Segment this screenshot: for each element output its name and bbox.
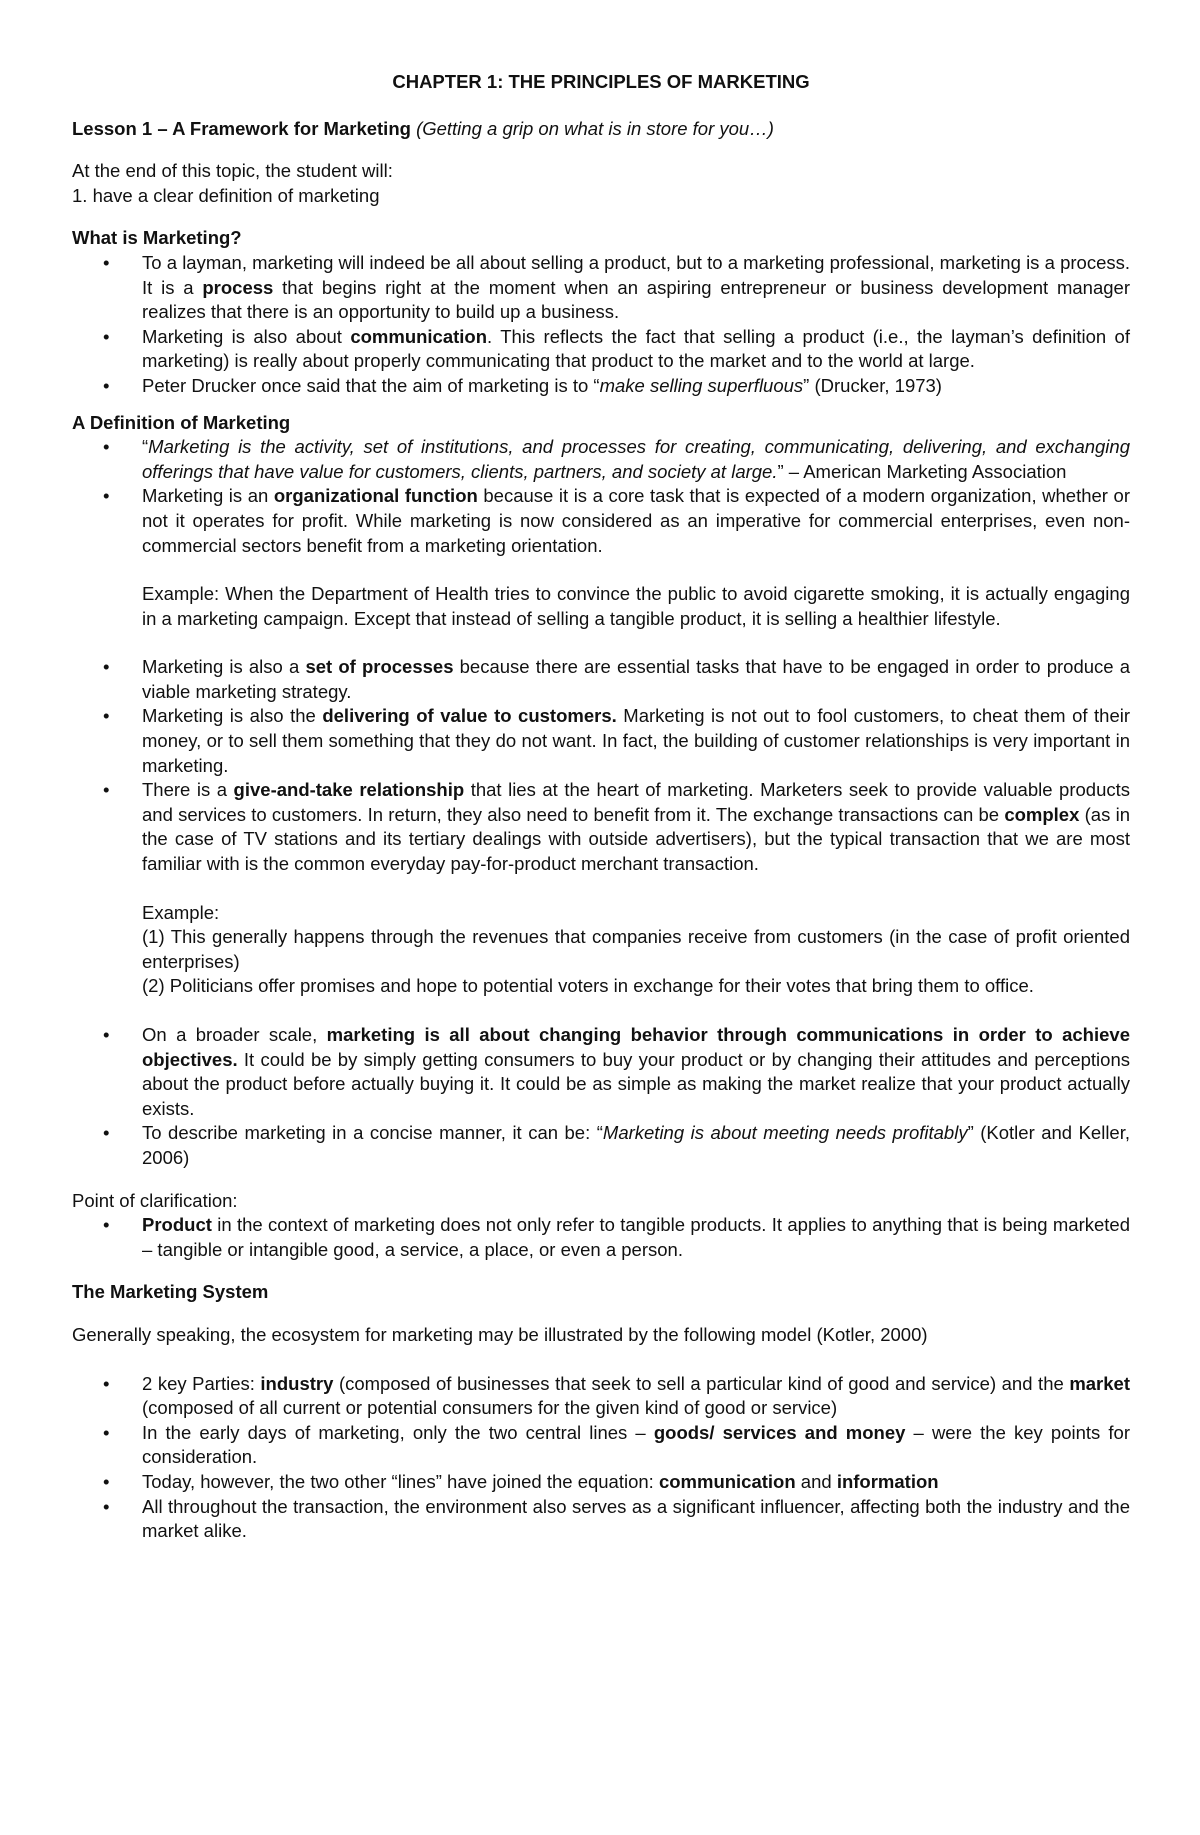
list-item: • To a layman, marketing will indeed be all about selling a product, but to a marketing professional, marketing is a process. It is a process that begins right at the moment when an aspiring entrepreneur or business development manager realizes that there is an opportunity to build up a business. — [72, 251, 1130, 325]
list-item: • To describe marketing in a concise manner, it can be: “Marketing is about meeting needs profitably” (Kotler and Keller, 2006) — [72, 1121, 1130, 1170]
definition-heading: A Definition of Marketing — [72, 411, 291, 433]
lesson-label: Lesson 1 – A Framework for Marketing — [72, 117, 411, 139]
clarification-label: Point of clarification: — [72, 1189, 238, 1211]
list-item: • On a broader scale, marketing is all about changing behavior through communications in order to achieve objectives. It could be by simply getting consumers to buy your product or by changing their attitudes and perceptions about the product before actually buying it. It could be as simple as making the market realize that your product actually exists. — [72, 1023, 1130, 1121]
definition-list-final — [72, 1023, 1130, 1171]
what-is-marketing-list — [72, 251, 1130, 399]
list-item: • There is a give-and-take relationship that lies at the heart of marketing. Marketers seek to provide valuable products and services to customers. In return, they also need to benefit from it. The exchange transactions can be complex (as in the case of TV stations and its tertiary dealings with outside advertisers), but the typical transaction that we are most familiar with is the common everyday pay-for-product merchant transaction. — [72, 778, 1130, 876]
definition-list — [72, 435, 1130, 558]
lesson-heading — [72, 117, 1130, 142]
definition-list-continued — [72, 655, 1130, 876]
objective-item: 1. have a clear definition of marketing — [72, 184, 380, 206]
marketing-system-heading: The Marketing System — [72, 1281, 269, 1303]
list-item: • “Marketing is the activity, set of institutions, and processes for creating, communicating, delivering, and exchanging offerings that have value for customers, clients, partners, and society at large.” – American Marketing Association — [72, 435, 1130, 484]
marketing-system-list — [72, 1372, 1130, 1544]
list-item: • All throughout the transaction, the environment also serves as a significant influencer, affecting both the industry and the market alike. — [72, 1495, 1130, 1544]
list-item: • Marketing is also the delivering of value to customers. Marketing is not out to fool customers, to cheat them of their money, or to sell them something that they do not want. In fact, the building of customer relationships is very important in marketing. — [72, 704, 1130, 778]
list-item: • Peter Drucker once said that the aim of marketing is to “make selling superfluous” (Drucker, 1973) — [72, 374, 1130, 399]
example-paragraph: Example: When the Department of Health tries to convince the public to avoid cigarette smoking, it is actually engaging in a marketing campaign. Except that instead of selling a tangible product, it is selling a healthier lifestyle. — [142, 583, 1130, 629]
list-item: • Marketing is also about communication. This reflects the fact that selling a product (i.e., the layman’s definition of marketing) is really about properly communicating that product to the market and to the world at large. — [72, 325, 1130, 374]
list-item: • Today, however, the two other “lines” have joined the equation: communication and information — [72, 1470, 1130, 1495]
example-label: Example: — [142, 901, 220, 923]
example-item: (2) Politicians offer promises and hope to potential voters in exchange for their votes that bring them to office. — [142, 975, 1034, 997]
clarification-list — [72, 1213, 1130, 1262]
list-item: • Marketing is an organizational function because it is a core task that is expected of a modern organization, whether or not it operates for profit. While marketing is now considered as an imperative for commercial enterprises, even non-commercial sectors benefit from a marketing orientation. — [72, 484, 1130, 558]
list-item: • Marketing is also a set of processes because there are essential tasks that have to be engaged in order to produce a viable marketing strategy. — [72, 655, 1130, 704]
marketing-system-intro: Generally speaking, the ecosystem for marketing may be illustrated by the following model (Kotler, 2000) — [72, 1323, 928, 1345]
chapter-title: CHAPTER 1: THE PRINCIPLES OF MARKETING — [392, 71, 810, 92]
list-item: • 2 key Parties: industry (composed of businesses that seek to sell a particular kind of good and service) and the market (composed of all current or potential consumers for the given kind of good or service) — [72, 1372, 1130, 1421]
list-item: • Product in the context of marketing does not only refer to tangible products. It applies to anything that is being marketed – tangible or intangible good, a service, a place, or even a person. — [72, 1213, 1130, 1262]
objectives-intro: At the end of this topic, the student will: — [72, 160, 393, 182]
example-item: (1) This generally happens through the revenues that companies receive from customers (in the case of profit oriented enterprises) — [142, 926, 1130, 972]
list-item: • In the early days of marketing, only the two central lines – goods/ services and money – were the key points for consideration. — [72, 1421, 1130, 1470]
lesson-subtitle: (Getting a grip on what is in store for you…) — [416, 117, 774, 139]
what-is-marketing-heading: What is Marketing? — [72, 227, 242, 249]
